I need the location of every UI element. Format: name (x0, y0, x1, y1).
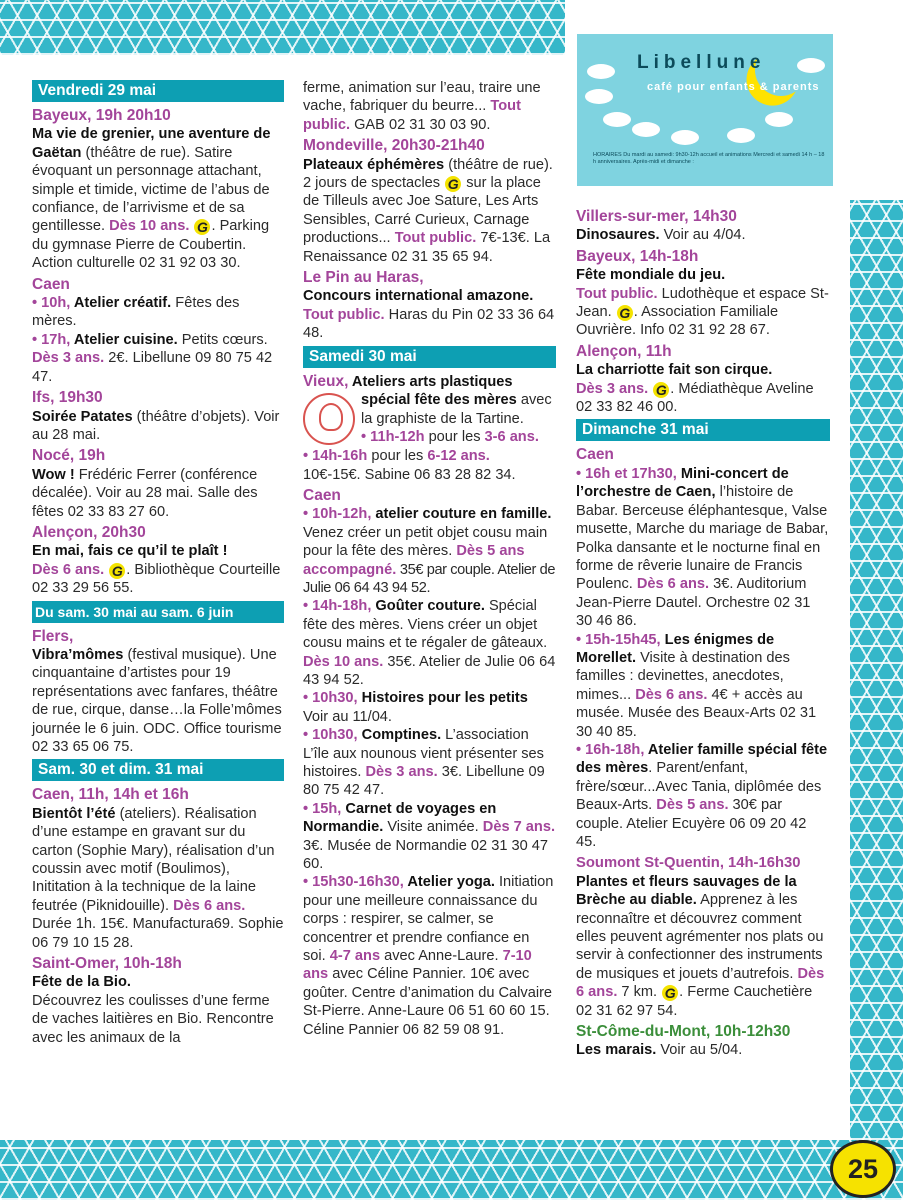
event-info: . Bibliothèque Courteille 02 33 29 56 55. (32, 561, 281, 597)
age-label: 7-10 ans (303, 948, 532, 983)
place-heading: Bayeux, 19h 20h10 (32, 107, 171, 124)
event-text: pour les (424, 428, 485, 445)
event-text: Petits cœurs. (177, 331, 268, 348)
event-time: • 10h30, (303, 690, 358, 707)
event-text: Visite animée. (383, 819, 483, 836)
event-time: • 10h, (32, 295, 71, 312)
event-entry (576, 741, 830, 851)
age-label: Dès 6 ans. (32, 561, 105, 578)
event-info: 4€ + accès au musée. Musée des Beaux-Arts 02 31 30 40 85. (576, 686, 817, 740)
place-heading: Soumont St-Quentin, 14h-16h30 (576, 855, 801, 872)
event-text: Apprenez à les reconnaître et découvrez comment elles peuvent agrémenter nos plats ou servir à confectionner des instruments de musiques et jouets d’autrefois. (576, 892, 824, 982)
event-info: 3€. Musée de Normandie 02 31 30 47 60. (303, 837, 549, 873)
event-entry (576, 465, 830, 631)
event-entry (576, 226, 830, 244)
event-text: (festival musique). Une cinquantaine d’artistes pour 19 représentations avec fanfares, théâtre de rue, cirque, danse…la Folle’mômes journée le 6 juin. ODC. Office tourisme 02 33 65 06 75. (32, 646, 282, 755)
free-g-icon: G (109, 563, 125, 579)
event-entry (303, 156, 556, 266)
event-text: l’histoire de Babar. Berceuse éléphantesque, Valse musette, Marche du mariage de Babar, Polka dansante et le nocturne final en forme de rêverie lunaire de Francis Poulenc. (576, 484, 829, 593)
event-time: • 14h-16h (303, 448, 368, 465)
event-entry (303, 597, 556, 689)
decorative-pattern-top (0, 0, 565, 55)
event-title: Mini-concert de l’orchestre de Caen, (576, 465, 789, 501)
column-3 (576, 205, 830, 1060)
event-entry (32, 125, 284, 272)
event-entry (303, 373, 556, 484)
audience-label: Tout public. (303, 98, 521, 133)
age-label: Dès 7 ans. (482, 819, 555, 836)
event-text: Spécial fête des mères. Viens créer un objet cousu mains et te régaler de gâteaux. (303, 598, 548, 652)
event-time: • 15h-15h45, (576, 631, 661, 648)
advert-info: HORAIRES Du mardi au samedi: 9h30-12h accueil et animations Mercredi et samedi 14 h – 18 h anniversaires. Après-midi et dimanche : (593, 152, 825, 165)
event-time: • 11h-12h (361, 428, 425, 445)
day-header: Dimanche 31 mai (576, 419, 830, 441)
event-entry (32, 466, 284, 521)
age-label: Dès 6 ans. (173, 897, 246, 914)
event-text: Satire évoquant un personnage attachant, simple et timide, victime de l’abus de confiance, de l’arrivisme et de sa gentillesse. (32, 144, 270, 235)
event-title: Atelier yoga. (403, 874, 495, 891)
place-heading: Villers-sur-mer, 14h30 (576, 208, 737, 225)
event-info: 3€. Auditorium Jean-Pierre Dautel. Orchestre 02 31 30 46 86. (576, 576, 811, 630)
place-heading: Caen (303, 486, 341, 504)
place-heading: Alençon, 20h30 (32, 523, 146, 541)
event-title: Comptines. (357, 727, 442, 744)
audience-label: Tout public. (576, 285, 658, 302)
bubble-shape (587, 64, 615, 79)
event-entry (576, 873, 830, 1020)
event-title: En mai, fais ce qu’il te plaît ! (32, 543, 228, 560)
bubble-shape (632, 122, 660, 137)
event-text: pour les (367, 448, 428, 465)
event-entry (303, 726, 556, 800)
event-text: (ateliers). Réalisation d’une estampe en gravant sur du carton (Sophie Mary), réalisation d’un coussin avec motif (Boulimos), Inititation à la technique de la laine feutrée (Piknidouille). (32, 805, 275, 914)
event-title: La charriotte fait son cirque. (576, 362, 773, 379)
place-heading: Le Pin au Haras, (303, 269, 424, 287)
event-text: Voir au 11/04. (303, 708, 392, 725)
event-text: avec Anne-Laure. (380, 948, 503, 965)
age-label: Dès 3 ans. (32, 350, 105, 367)
event-text: 7 km. (617, 984, 662, 1001)
event-text: Voir au 5/04. (656, 1042, 743, 1059)
event-text: sur la place de Tilleuls avec Joe Sature, Les Arts Sensibles, Carré Curieux, Carnage productions... (303, 175, 541, 247)
event-info: 35€. Atelier de Julie 06 64 43 94 52. (303, 653, 556, 688)
free-g-icon: G (617, 305, 633, 321)
day-header: Vendredi 29 mai (32, 80, 284, 102)
free-g-icon: G (194, 219, 210, 235)
event-text: L’association L’île aux nounous vient présenter ses histoires. (303, 727, 544, 780)
event-text: Frédéric Ferrer (conférence décalée). Voir au 28 mai. Salle des fêtes 02 33 83 27 60. (32, 466, 258, 520)
audience-label: Tout public. (394, 230, 477, 247)
place-heading: Vieux, (303, 372, 349, 390)
column-1 (32, 78, 284, 1047)
event-title: Carnet de voyages en Normandie. (303, 800, 497, 836)
event-info: . Association Familiale Ouvrière. Info 02 31 92 28 67. (576, 304, 779, 339)
place-heading: Bayeux, 14h-18h (576, 247, 699, 265)
event-info: 3€. Libellune 09 80 75 42 47. (303, 764, 545, 799)
bubble-shape (727, 128, 755, 143)
age-label: Dès 5 ans accompagné. (303, 543, 525, 578)
event-entry (576, 266, 830, 340)
event-title: Ateliers arts plastiques spécial fête des mères (348, 373, 517, 409)
age-label: Dès 10 ans. (109, 218, 190, 235)
free-g-icon: G (662, 985, 678, 1001)
event-info: 30€ par couple. Atelier Ecuyère 06 09 20 42 45. (576, 797, 807, 850)
place-heading: Caen (32, 275, 70, 293)
event-entry (32, 294, 284, 331)
event-text: ferme, animation sur l’eau, traire une vache, fabriquer du beurre... (303, 80, 541, 115)
free-g-icon: G (653, 382, 669, 398)
age-label: Dès 6 ans. (636, 576, 710, 593)
event-entry (303, 873, 556, 1039)
woman-portrait-icon (303, 393, 355, 445)
decorative-pattern-right (850, 200, 903, 1140)
event-entry (303, 287, 556, 342)
place-heading: St-Côme-du-Mont, 10h-12h30 (576, 1023, 791, 1041)
bubble-shape (765, 112, 793, 127)
event-entry (303, 689, 556, 726)
free-g-icon: G (445, 176, 461, 192)
event-title: Fête mondiale du jeu. (576, 267, 726, 284)
age-label: Dès 3 ans. (365, 764, 438, 780)
event-text: (théâtre de rue). 2 jours de spectacles (303, 156, 553, 192)
event-title: Les marais. (576, 1042, 657, 1059)
event-title: atelier couture en famille. (371, 506, 552, 523)
event-entry (303, 79, 556, 134)
age-label: Dès 6 ans. (635, 686, 708, 703)
libellune-advert (577, 34, 833, 186)
age-label: Dès 3 ans. (576, 380, 649, 397)
event-entry (32, 331, 284, 386)
bubble-shape (585, 89, 613, 104)
age-label: 6-12 ans. (427, 448, 490, 465)
event-entry (32, 408, 284, 445)
event-info: . Ferme Cauchetière 02 31 62 97 54. (576, 984, 813, 1019)
advert-subtitle: café pour enfants & parents (647, 81, 820, 93)
event-kind: (théâtre de rue). (81, 144, 191, 161)
event-text: . Parent/enfant, frère/sœur...Avec Tania, diplômée des Beaux-Arts. (576, 760, 822, 814)
event-title: Atelier cuisine. (70, 331, 178, 348)
audience-label: Tout public. (303, 306, 385, 323)
column-2 (303, 79, 556, 1039)
age-label: Dès 10 ans. (303, 653, 384, 670)
event-title: Soirée Patates (32, 408, 133, 425)
event-time: • 10h30, (303, 727, 358, 744)
event-title: Plantes et fleurs sauvages de la Brèche au diable. (576, 873, 797, 909)
event-text: Visite à destination des familles : devinettes, anecdotes, mimes... (576, 649, 790, 703)
event-time: • 17h, (32, 331, 71, 348)
bubble-shape (603, 112, 631, 127)
event-entry (303, 800, 556, 874)
event-title: Fête de la Bio. (32, 974, 131, 991)
event-text: Voir au 4/04. (659, 227, 746, 244)
event-info: . Parking du gymnase Pierre de Coubertin. Action culturelle 02 31 92 03 30. (32, 218, 270, 272)
day-header: Du sam. 30 mai au sam. 6 juin (32, 601, 284, 623)
place-heading: Saint-Omer, 10h-18h (32, 955, 182, 973)
event-text: Découvrez les coulisses d’une ferme de vaches laitières en Bio. Rencontre avec les animaux de la (32, 992, 274, 1046)
event-time: • 10h-12h, (303, 506, 372, 523)
event-entry (32, 542, 284, 597)
event-entry (576, 1041, 830, 1059)
event-info: 35€ par couple. Atelier de Julie 06 64 43 94 52. (303, 561, 556, 596)
page-number: 25 (830, 1140, 896, 1198)
event-title: Histoires pour les petits (357, 690, 528, 707)
bubble-shape (797, 58, 825, 73)
event-title: Ma vie de grenier, une aventure de Gaëtan (32, 126, 271, 161)
event-title: Goûter couture. (371, 598, 485, 615)
event-title: Bientôt l’été (32, 805, 116, 822)
event-text: Fêtes des mères. (32, 295, 240, 330)
event-title: Vibra’mômes (32, 646, 124, 663)
place-heading: Caen, 11h, 14h et 16h (32, 786, 189, 804)
age-label: Dès 6 ans. (576, 965, 825, 1001)
event-title: Atelier créatif. (70, 295, 172, 312)
event-time: • 15h30-16h30, (303, 874, 404, 891)
place-heading: Flers, (32, 627, 74, 645)
advert-title: Libellune (637, 52, 766, 73)
event-info: . Médiathèque Aveline 02 33 82 46 00. (576, 380, 814, 416)
event-info: 2€. Libellune 09 80 75 42 47. (32, 350, 273, 385)
event-title: Concours international amazone. (303, 288, 534, 305)
bubble-shape (671, 130, 699, 145)
event-entry (576, 631, 830, 741)
event-info: Haras du Pin 02 33 36 64 48. (303, 306, 555, 342)
event-title: Wow ! (32, 466, 75, 483)
place-heading: Mondeville, 20h30-21h40 (303, 137, 485, 155)
event-entry (32, 973, 284, 1047)
event-info: Durée 1h. 15€. Manufactura69. Sophie 06 79 10 15 28. (32, 916, 284, 951)
day-header: Samedi 30 mai (303, 346, 556, 368)
decorative-pattern-bottom (0, 1140, 903, 1200)
event-entry (32, 805, 284, 952)
event-text: (théâtre d’objets). Voir au 28 mai. (32, 408, 280, 443)
event-title: Plateaux éphémères (303, 156, 445, 173)
event-text: Ludothèque et espace St-Jean. (576, 285, 829, 321)
place-heading: Ifs, 19h30 (32, 389, 103, 407)
event-title: Atelier famille spécial fête des mères (576, 741, 828, 777)
event-time: • 14h-18h, (303, 598, 372, 615)
place-heading: Alençon, 11h (576, 342, 672, 360)
event-text: Initiation pour une meilleure connaissance du corps : respirer, se calmer, se concentrer et prendre confiance en soi. (303, 874, 554, 965)
event-entry (576, 361, 830, 416)
event-entry (32, 646, 284, 756)
age-label: 3-6 ans. (484, 428, 539, 445)
event-title: Dinosaures. (576, 227, 660, 244)
place-heading: Nocé, 19h (32, 447, 106, 465)
event-info: 7€-13€. La Renaissance 02 31 35 65 94. (303, 230, 551, 265)
age-label: 4-7 ans (329, 948, 381, 965)
event-time: • 16h-18h, (576, 741, 645, 758)
event-info: GAB 02 31 30 03 90. (350, 116, 491, 133)
event-entry (303, 505, 556, 597)
place-heading: Caen (576, 446, 614, 464)
event-text: avec la graphiste de la Tartine. (361, 392, 552, 427)
event-info: avec Céline Pannier. 10€ avec goûter. Centre d’animation du Calvaire St-Pierre. Anne-Laure 06 51 60 60 15. Céline Pannier 06 82 59 08 91. (303, 966, 553, 1038)
event-info: 10€-15€. Sabine 06 83 28 82 34. (303, 466, 516, 483)
day-header: Sam. 30 et dim. 31 mai (32, 759, 284, 781)
event-time: • 16h et 17h30, (576, 465, 677, 482)
event-time: • 15h, (303, 800, 342, 817)
event-text: Venez créer un petit objet cousu main pour la fête des mères. (303, 524, 548, 560)
age-label: Dès 5 ans. (656, 797, 729, 814)
event-title: Les énigmes de Morellet. (576, 631, 775, 666)
